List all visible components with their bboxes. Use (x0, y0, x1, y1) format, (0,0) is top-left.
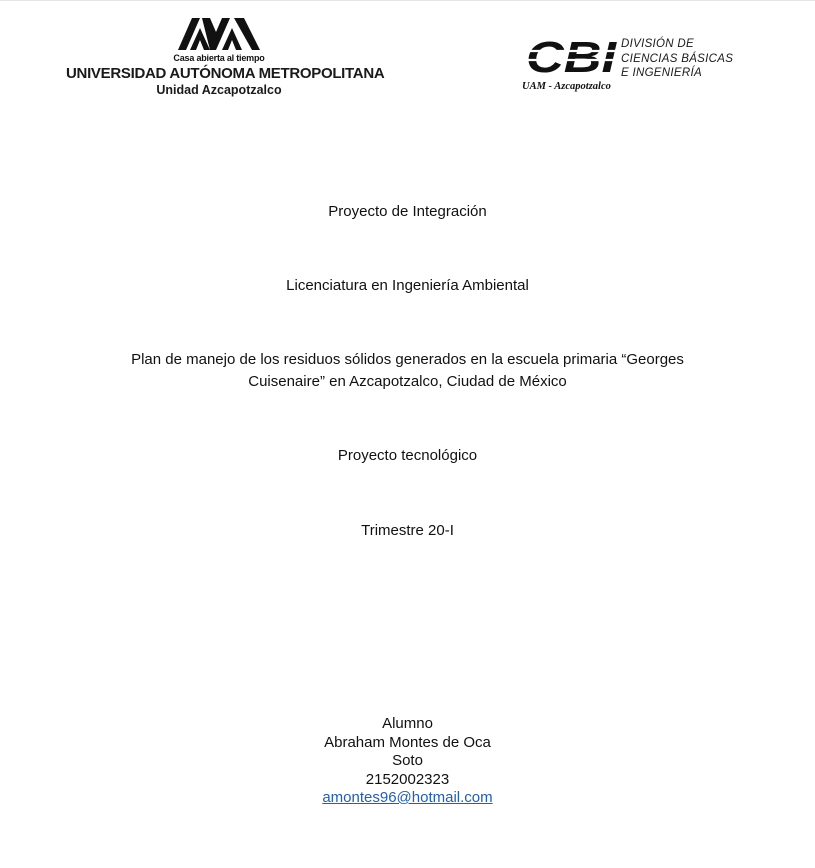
cbi-division-line: CIENCIAS BÁSICAS (621, 52, 734, 65)
project-label: Proyecto de Integración (328, 203, 487, 220)
project-type: Proyecto tecnológico (337, 447, 478, 464)
uam-logo (66, 14, 385, 100)
project-title-line-2: Cuisenaire” en Azcapotzalco, Ciudad de México (248, 373, 567, 390)
university-name: UNIVERSIDAD AUTÓNOMA METROPOLITANA (66, 65, 385, 82)
cbi-subtitle: UAM - Azcapotzalco (522, 81, 611, 92)
cbi-division-text (621, 37, 733, 81)
uam-tagline: Casa abierta al tiempo (173, 53, 265, 63)
academic-term: Trimestre 20-I (361, 522, 454, 539)
cbi-division-line: E INGENIERÍA (621, 67, 702, 79)
student-name-line-1: Abraham Montes de Oca (324, 734, 491, 751)
student-name-line-2: Soto (392, 752, 423, 769)
page-top-border (0, 0, 815, 1)
uam-emblem-icon (176, 16, 262, 52)
degree-name: Licenciatura en Ingeniería Ambiental (286, 277, 529, 294)
project-title-line-1: Plan de manejo de los residuos sólidos generados en la escuela primaria “Georges (131, 351, 684, 368)
student-role: Alumno (382, 715, 433, 732)
cbi-letters-icon (526, 34, 618, 80)
cbi-letters: CBI (526, 34, 617, 80)
university-unit: Unidad Azcapotzalco (156, 83, 282, 97)
cbi-division-line: DIVISIÓN DE (621, 38, 694, 50)
student-id: 2152002323 (365, 771, 450, 788)
student-email-link[interactable]: amontes96@hotmail.com (322, 789, 493, 806)
cbi-logo (522, 34, 742, 96)
student-email-row (0, 789, 815, 806)
